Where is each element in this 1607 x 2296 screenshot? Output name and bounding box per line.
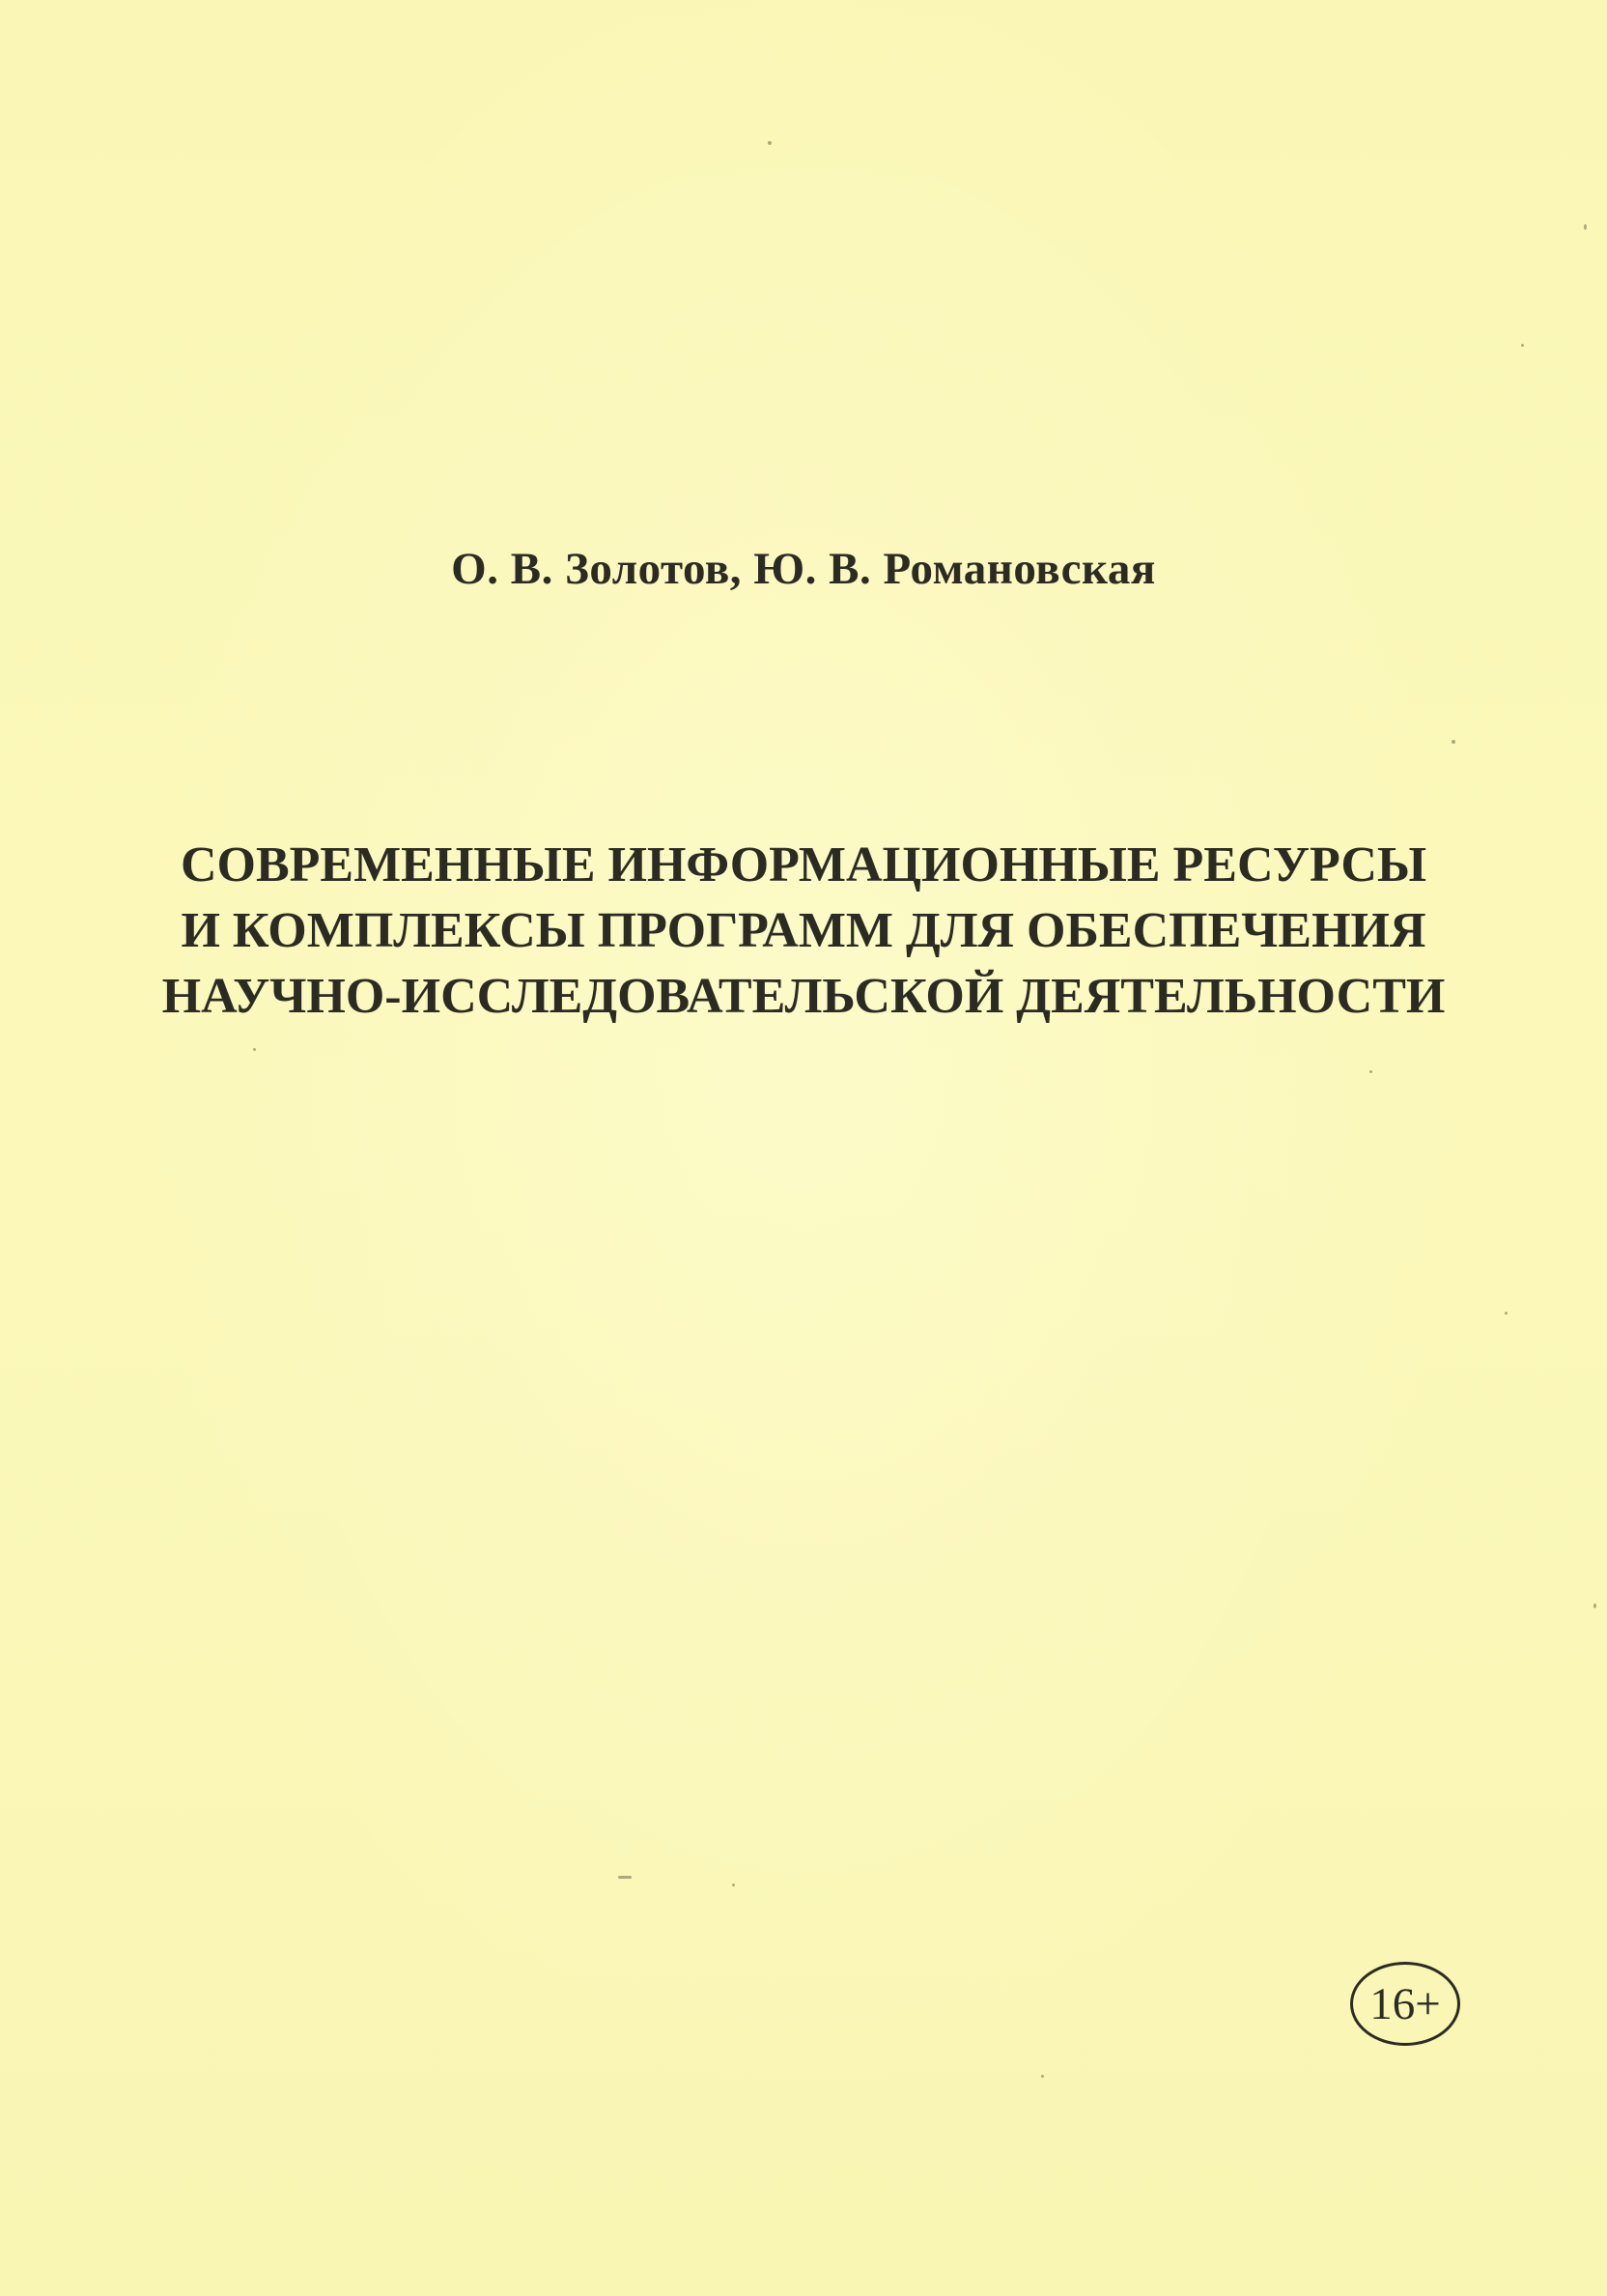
authors: О. В. Золотов, Ю. В. Романовская [451,544,1156,594]
book-title [0,833,1607,1030]
paper-speck [1521,344,1524,347]
age-rating-badge: 16+ [1350,1962,1460,2046]
paper-speck [1593,1603,1596,1608]
paper-speck [1584,224,1587,230]
paper-speck [1369,1070,1372,1073]
paper-speck [1505,1312,1508,1315]
paper-speck [768,141,772,145]
title-line-2: И КОМПЛЕКСЫ ПРОГРАММ ДЛЯ ОБЕСПЕЧЕНИЯ [181,903,1426,958]
title-line-1: СОВРЕМЕННЫЕ ИНФОРМАЦИОННЫЕ РЕСУРСЫ [180,837,1427,893]
paper-speck [618,1876,632,1879]
paper-speck [1452,740,1455,744]
paper-speck [732,1884,735,1886]
paper-speck [253,1048,256,1051]
paper-speck [1041,2075,1044,2078]
title-line-3: НАУЧНО-ИССЛЕДОВАТЕЛЬСКОЙ ДЕЯТЕЛЬНОСТИ [161,969,1446,1024]
